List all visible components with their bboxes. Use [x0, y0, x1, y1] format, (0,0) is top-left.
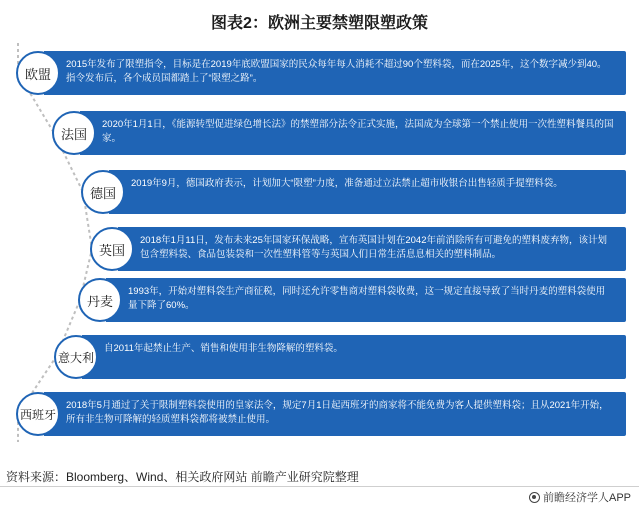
brand-label: 前瞻经济学人APP — [542, 492, 631, 504]
policy-text: 2019年9月，德国政府表示，计划加大“限塑”力度，准备通过立法禁止超市收银台出售轻质手提塑料袋。 — [131, 178, 563, 189]
policy-band-spain — [44, 392, 626, 436]
country-label: 欧盟 — [24, 66, 51, 82]
policy-text: 1993年，开始对塑料袋生产商征税，同时还允许零售商对塑料袋收费，这一规定直接导致了当时丹麦的塑料袋使用量下降了60%。 — [128, 286, 606, 311]
country-label: 德国 — [89, 185, 116, 201]
country-circle-france — [52, 111, 96, 155]
qianzhan-logo-icon — [529, 492, 540, 503]
country-label: 英国 — [98, 242, 125, 258]
country-label: 意大利 — [57, 350, 94, 365]
country-circle-uk — [90, 227, 134, 271]
page-title: 图表2：欧洲主要禁塑限塑政策 — [211, 15, 428, 32]
policy-text: 2018年1月11日，发布未来25年国家环保战略，宣布英国计划在2042年前消除所有可避免的塑料废弃物，该计划包含塑料袋、食品包装袋和一次性塑料管等与英国人们日常生活息息相关的塑料制品。 — [140, 235, 607, 260]
country-circle-italy — [54, 335, 98, 379]
country-label: 丹麦 — [86, 293, 113, 309]
country-label: 法国 — [60, 126, 87, 142]
source-note: 资料来源：Bloomberg、Wind、相关政府网站 前瞻产业研究院整理 — [6, 470, 359, 484]
policy-text: 2020年1月1日，《能源转型促进绿色增长法》的禁塑部分法令正式实施，法国成为全球第一个禁止使用一次性塑料餐具的国家。 — [102, 119, 614, 144]
country-circle-germany — [81, 170, 125, 214]
country-circle-eu — [16, 51, 60, 95]
policy-band-germany — [109, 170, 626, 214]
policy-band-france — [80, 111, 626, 155]
country-circle-spain — [16, 392, 60, 436]
policy-text: 2018年5月通过了关于限制塑料袋使用的皇家法令，规定7月1日起西班牙的商家将不能免费为客人提供塑料袋；且从2021年开始，所有非生物可降解的轻质塑料袋都将被禁止使用。 — [66, 400, 609, 425]
policy-band-eu — [44, 51, 626, 95]
policy-text: 自2011年起禁止生产、销售和使用非生物降解的塑料袋。 — [104, 343, 343, 354]
country-circle-denmark — [78, 278, 122, 322]
policy-band-denmark — [106, 278, 626, 322]
footer-divider — [0, 486, 639, 487]
brand-mark — [529, 489, 631, 505]
country-label: 西班牙 — [19, 407, 56, 422]
policy-band-uk — [118, 227, 626, 271]
policy-text: 2015年发布了限塑指令，目标是在2019年底欧盟国家的民众每年每人消耗不超过90个塑料袋，而在2025年，这个数字减少到40。指令发布后，各个成员国都踏上了“限塑之路”。 — [66, 59, 607, 84]
policy-band-italy — [82, 335, 626, 379]
